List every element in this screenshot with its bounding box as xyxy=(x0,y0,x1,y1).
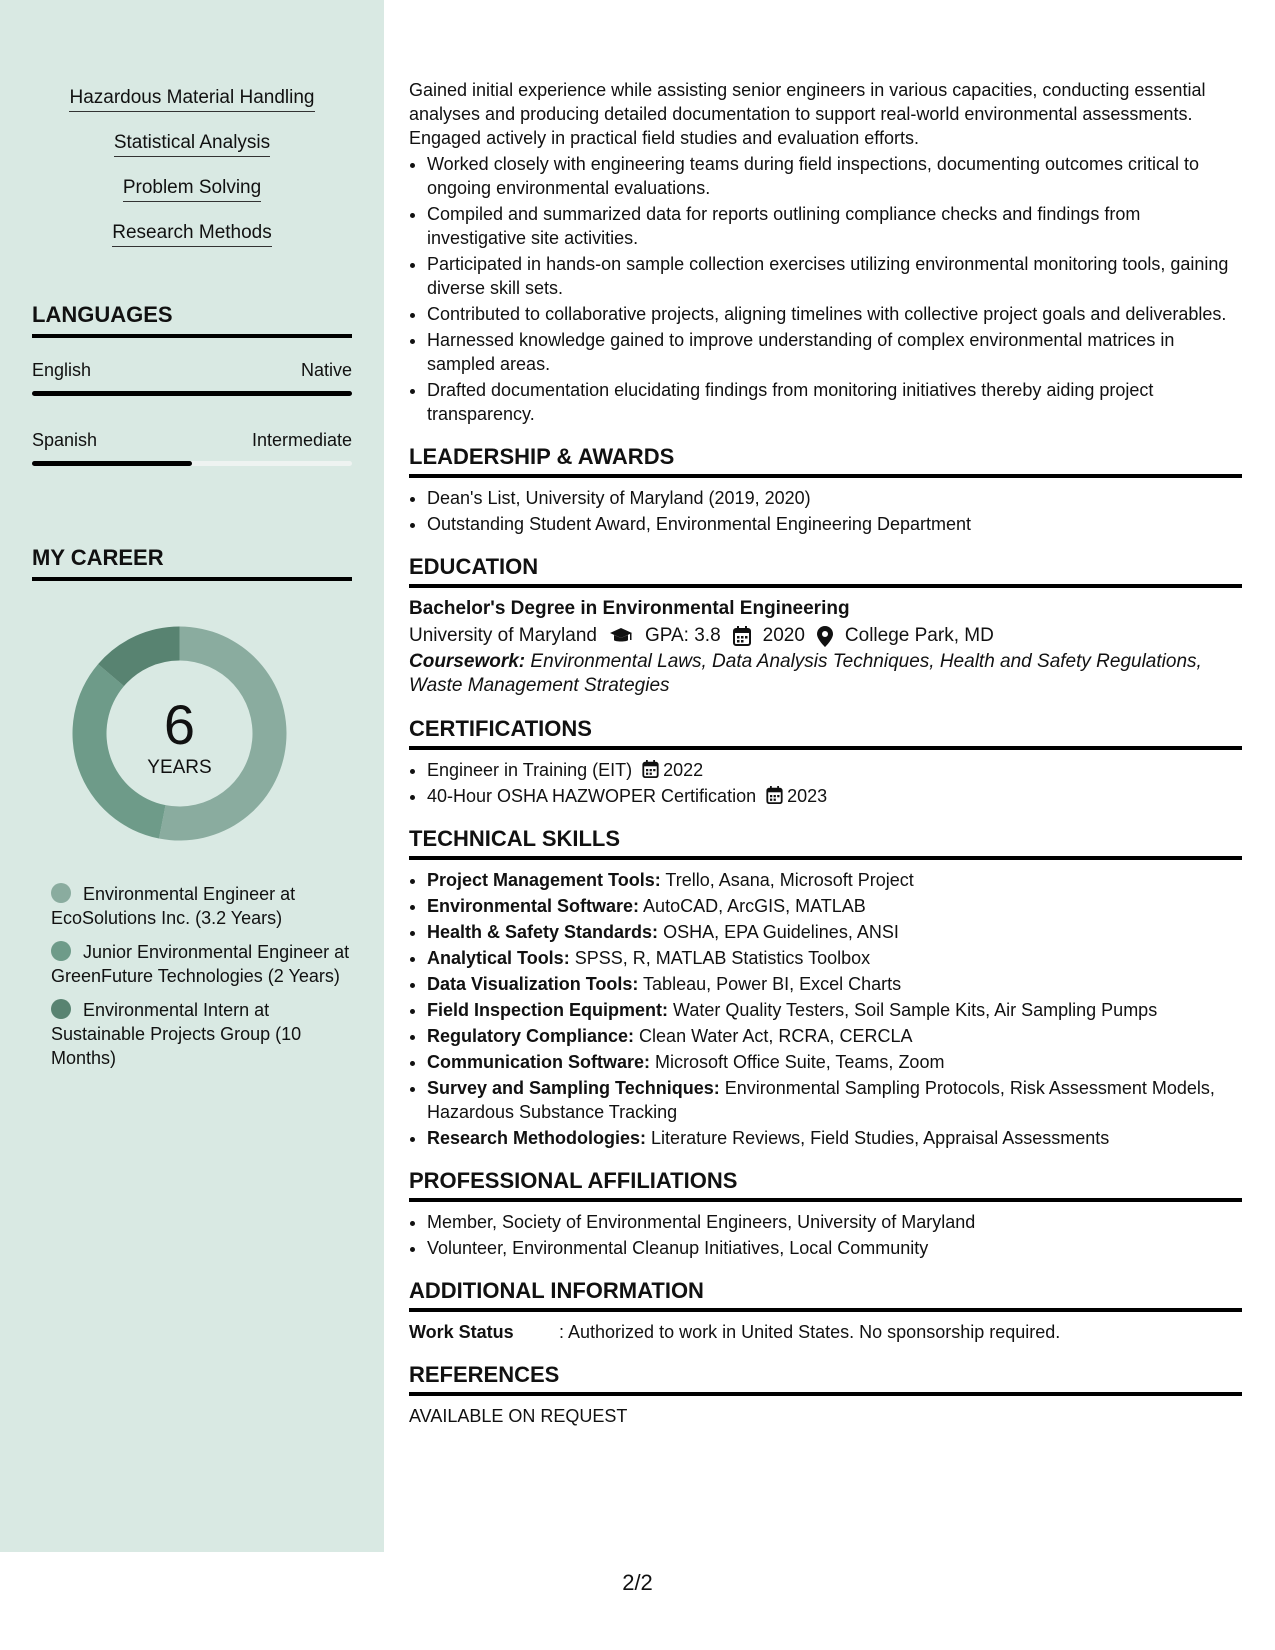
career-donut-chart xyxy=(66,620,293,847)
affiliations-list xyxy=(409,1210,1242,1260)
experience-bullet: • Drafted documentation elucidating findings from monitoring initiatives thereby aiding project transparency. xyxy=(427,378,1242,426)
affiliations-heading: PROFESSIONAL AFFILIATIONS xyxy=(409,1168,1242,1202)
certification-item xyxy=(427,784,1242,808)
skill-label: Project Management Tools: xyxy=(427,870,661,890)
language-spanish xyxy=(32,430,352,466)
language-proficiency-bar xyxy=(32,391,352,396)
skill-label: Research Methodologies: xyxy=(427,1128,647,1148)
work-status xyxy=(409,1320,1242,1344)
additional-info-heading: ADDITIONAL INFORMATION xyxy=(409,1278,1242,1312)
certification-year: 2023 xyxy=(787,786,828,806)
skill-value: Literature Reviews, Field Studies, Appraisal Assessments xyxy=(646,1128,1110,1148)
graduation-cap-icon xyxy=(609,627,633,645)
leadership-item: • Outstanding Student Award, Environmental Engineering Department xyxy=(427,512,1242,536)
work-status-value: : Authorized to work in United States. No sponsorship required. xyxy=(559,1322,1061,1342)
coursework-value: Environmental Laws, Data Analysis Techniques, Health and Safety Regulations, Waste Management Strategies xyxy=(409,651,1202,696)
sidebar xyxy=(0,0,384,1552)
skill-item: Research Methods xyxy=(112,221,271,247)
experience-bullet: • Participated in hands-on sample collection exercises utilizing environmental monitoring tools, gaining diverse skill sets. xyxy=(427,252,1242,300)
language-level: Native xyxy=(300,360,352,380)
certifications-heading: CERTIFICATIONS xyxy=(409,716,1242,750)
skill-item: Problem Solving xyxy=(123,176,261,202)
certifications-list xyxy=(409,758,1242,808)
skill-value: Microsoft Office Suite, Teams, Zoom xyxy=(650,1052,945,1072)
coursework xyxy=(409,650,1242,698)
main-content xyxy=(409,78,1242,1428)
legend-dot-icon xyxy=(51,941,71,961)
technical-skills-list xyxy=(409,868,1242,1150)
skill-label: Communication Software: xyxy=(427,1052,651,1072)
references-heading: REFERENCES xyxy=(409,1362,1242,1396)
calendar-icon xyxy=(642,760,659,778)
donut-segment xyxy=(73,664,166,838)
location-pin-icon xyxy=(817,626,833,647)
certification-year: 2022 xyxy=(663,760,704,780)
technical-skill xyxy=(427,946,1242,970)
language-name: English xyxy=(32,360,92,380)
language-english xyxy=(32,360,352,396)
skill-value: OSHA, EPA Guidelines, ANSI xyxy=(658,922,899,942)
legend-dot-icon xyxy=(51,999,71,1019)
career-legend-item xyxy=(51,882,351,930)
technical-skills-heading: TECHNICAL SKILLS xyxy=(409,826,1242,860)
language-name: Spanish xyxy=(32,430,98,450)
career-years-value: 6 xyxy=(163,693,196,756)
leadership-item: • Dean's List, University of Maryland (2019, 2020) xyxy=(427,486,1242,510)
career-item-text: Environmental Intern at Sustainable Projects Group (10 Months) xyxy=(51,1000,302,1068)
skills-list xyxy=(0,86,384,266)
experience-bullet: • Worked closely with engineering teams during field inspections, documenting outcomes critical to ongoing environmental evaluations. xyxy=(427,152,1242,200)
leadership-list xyxy=(409,486,1242,536)
certification-name: Engineer in Training (EIT) xyxy=(427,760,633,780)
skill-label: Data Visualization Tools: xyxy=(427,974,639,994)
skill-item: Hazardous Material Handling xyxy=(69,86,314,112)
degree-title: Bachelor's Degree in Environmental Engineering xyxy=(409,598,850,619)
skill-value: Trello, Asana, Microsoft Project xyxy=(660,870,914,890)
technical-skill xyxy=(427,1126,1242,1150)
experience-bullet: • Harnessed knowledge gained to improve understanding of complex environmental matrices in sampled areas. xyxy=(427,328,1242,376)
experience-bullet: • Contributed to collaborative projects, aligning timelines with collective project goals and deliverables. xyxy=(427,302,1242,326)
technical-skill xyxy=(427,1050,1242,1074)
experience-summary: Gained initial experience while assisting senior engineers in various capacities, conducting essential analyses and producing detailed documentation to support real-world environmental assessments. Engaged actively in practical field studies and evaluation efforts. xyxy=(409,80,1206,148)
education-details xyxy=(409,622,1242,650)
skill-label: Health & Safety Standards: xyxy=(427,922,659,942)
career-item-text: Junior Environmental Engineer at GreenFuture Technologies (2 Years) xyxy=(51,942,350,986)
career-years-label: YEARS xyxy=(147,757,212,778)
skill-value: Tableau, Power BI, Excel Charts xyxy=(638,974,902,994)
technical-skill xyxy=(427,894,1242,918)
skill-label: Analytical Tools: xyxy=(427,948,570,968)
experience-bullet: • Compiled and summarized data for reports outlining compliance checks and findings from investigative site activities. xyxy=(427,202,1242,250)
certification-name: 40-Hour OSHA HAZWOPER Certification xyxy=(427,786,757,806)
graduation-year: 2020 xyxy=(762,625,805,646)
language-proficiency-fill xyxy=(32,391,352,396)
references-text: AVAILABLE ON REQUEST xyxy=(409,1406,628,1426)
skill-value: SPSS, R, MATLAB Statistics Toolbox xyxy=(569,948,871,968)
technical-skill xyxy=(427,868,1242,892)
skill-label: Environmental Software: xyxy=(427,896,640,916)
work-status-label: Work Status xyxy=(409,1322,514,1342)
certification-item xyxy=(427,758,1242,782)
language-proficiency-fill xyxy=(32,461,192,466)
legend-dot-icon xyxy=(51,883,71,903)
page-number: 2/2 xyxy=(622,1570,653,1595)
career-item-text: Environmental Engineer at EcoSolutions Inc. (3.2 Years) xyxy=(51,884,296,928)
skill-label: Regulatory Compliance: xyxy=(427,1026,635,1046)
experience-bullets xyxy=(409,152,1242,426)
skill-label: Survey and Sampling Techniques: xyxy=(427,1078,720,1098)
skill-value: AutoCAD, ArcGIS, MATLAB xyxy=(639,896,866,916)
coursework-label: Coursework: xyxy=(409,651,526,672)
career-legend-item xyxy=(51,998,351,1070)
technical-skill xyxy=(427,972,1242,996)
school-location: College Park, MD xyxy=(844,625,994,646)
skill-value: Environmental Sampling Protocols, Risk Assessment Models, Hazardous Substance Tracking xyxy=(427,1078,1215,1122)
gpa: GPA: 3.8 xyxy=(644,625,721,646)
affiliation-item: • Volunteer, Environmental Cleanup Initiatives, Local Community xyxy=(427,1236,1242,1260)
school-name: University of Maryland xyxy=(409,625,597,646)
skill-label: Field Inspection Equipment: xyxy=(427,1000,669,1020)
technical-skill xyxy=(427,920,1242,944)
career-heading: MY CAREER xyxy=(32,545,352,581)
language-proficiency-bar xyxy=(32,461,352,466)
career-legend xyxy=(51,882,351,1080)
technical-skill xyxy=(427,1076,1242,1124)
calendar-icon xyxy=(766,786,783,804)
skill-value: Clean Water Act, RCRA, CERCLA xyxy=(634,1026,913,1046)
education-heading: EDUCATION xyxy=(409,554,1242,588)
career-legend-item xyxy=(51,940,351,988)
leadership-heading: LEADERSHIP & AWARDS xyxy=(409,444,1242,478)
languages-heading: LANGUAGES xyxy=(32,302,352,338)
career-donut-svg xyxy=(66,620,293,847)
affiliation-item: • Member, Society of Environmental Engineers, University of Maryland xyxy=(427,1210,1242,1234)
technical-skill xyxy=(427,998,1242,1022)
skill-item: Statistical Analysis xyxy=(114,131,270,157)
skill-value: Water Quality Testers, Soil Sample Kits, Air Sampling Pumps xyxy=(668,1000,1158,1020)
technical-skill xyxy=(427,1024,1242,1048)
language-level: Intermediate xyxy=(251,430,352,450)
calendar-icon xyxy=(733,626,751,646)
